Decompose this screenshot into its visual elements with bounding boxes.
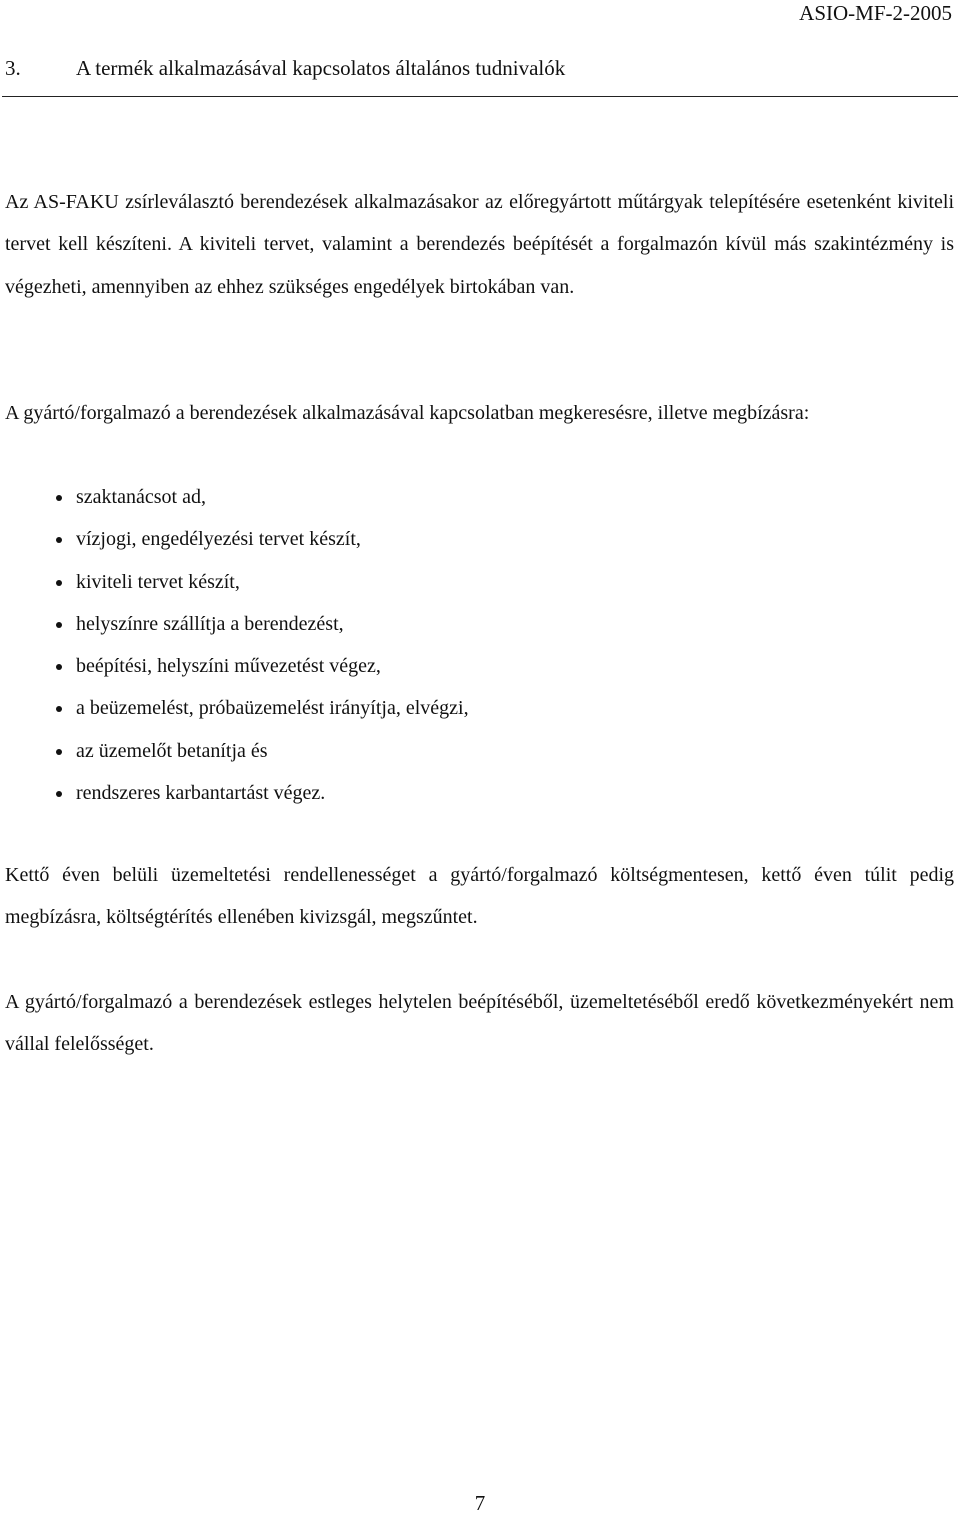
section-heading bbox=[5, 54, 565, 82]
list-item-text: beépítési, helyszíni művezetést végez, bbox=[76, 655, 381, 678]
list-item bbox=[56, 561, 469, 603]
list-item-text: az üzemelőt betanítja és bbox=[76, 739, 268, 762]
bullet-icon bbox=[56, 495, 62, 501]
list-item bbox=[56, 730, 469, 772]
section-title: A termék alkalmazásával kapcsolatos általános tudnivalók bbox=[76, 56, 566, 80]
list-item-text: kiviteli tervet készít, bbox=[76, 570, 240, 593]
list-item bbox=[56, 476, 469, 518]
list-item bbox=[56, 603, 469, 645]
list-item-text: helyszínre szállítja a berendezést, bbox=[76, 612, 344, 635]
bullet-icon bbox=[56, 791, 62, 797]
bullet-icon bbox=[56, 580, 62, 586]
paragraph-liability: A gyártó/forgalmazó a berendezések estleges helytelen beépítéséből, üzemeltetéséből eredő következményekért nem vállal felelősséget. bbox=[5, 991, 954, 1056]
services-list bbox=[56, 476, 469, 814]
paragraph-warranty: Kettő éven belüli üzemeltetési rendellenességet a gyártó/forgalmazó költségmentesen, kettő éven túlit pedig megbízásra, költségtérítés ellenében kivizsgál, megszűntet. bbox=[5, 864, 954, 929]
bullet-icon bbox=[56, 749, 62, 755]
list-item-text: szaktanácsot ad, bbox=[76, 486, 206, 508]
list-item bbox=[56, 772, 469, 814]
paragraph-installation-planning: Az AS-FAKU zsírleválasztó berendezések alkalmazásakor az előregyártott műtárgyak telepítésére esetenként kiviteli tervet kell készíteni. A kiviteli tervet, valamint a berendezés beépítését a forgalmazón kívül más szakintézmény is végezheti, amennyiben az ehhez szükséges engedélyek birtokában van. bbox=[5, 191, 954, 298]
bullet-icon bbox=[56, 706, 62, 712]
list-item bbox=[56, 687, 469, 729]
list-item-text: vízjogi, engedélyezési tervet készít, bbox=[76, 528, 361, 551]
document-code: ASIO-MF-2-2005 bbox=[799, 1, 952, 25]
bullet-icon bbox=[56, 622, 62, 628]
list-item-text: a beüzemelést, próbaüzemelést irányítja, elvégzi, bbox=[76, 697, 469, 720]
paragraph-services-intro: A gyártó/forgalmazó a berendezések alkalmazásával kapcsolatban megkeresésre, illetve megbízásra: bbox=[5, 402, 810, 424]
list-item bbox=[56, 518, 469, 560]
section-number: 3. bbox=[5, 56, 21, 80]
page-number: 7 bbox=[474, 1491, 486, 1515]
list-item bbox=[56, 645, 469, 687]
bullet-icon bbox=[56, 664, 62, 670]
list-item-text: rendszeres karbantartást végez. bbox=[76, 782, 326, 805]
header-divider bbox=[2, 96, 958, 97]
bullet-icon bbox=[56, 537, 62, 543]
